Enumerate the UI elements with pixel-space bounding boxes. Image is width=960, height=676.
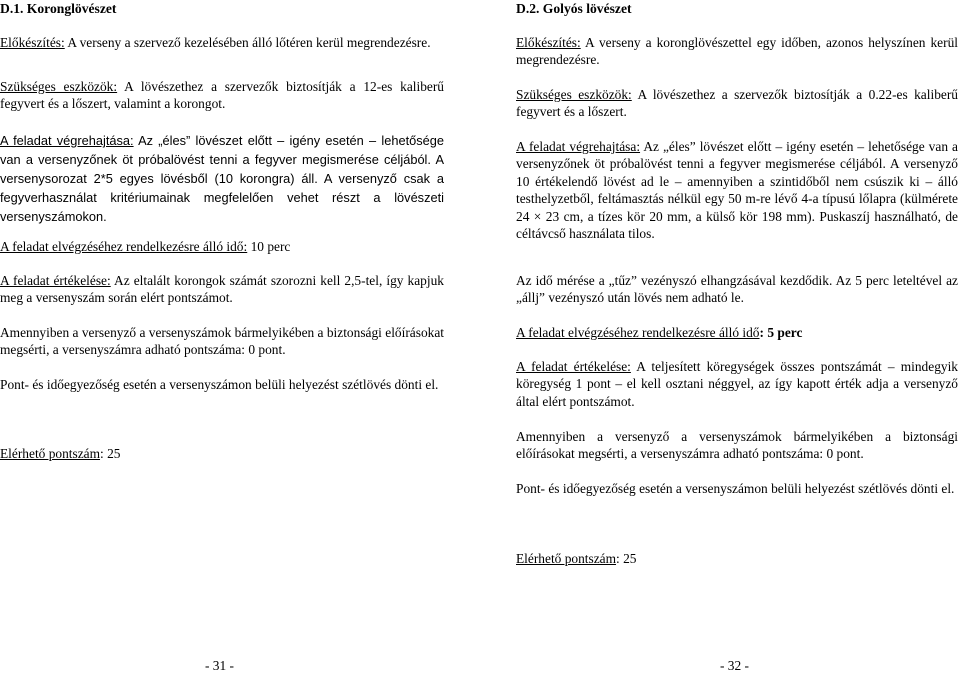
safety-paragraph: Amennyiben a versenyző a versenyszámok bármelyikében a biztonsági előírásokat megsérti, a versenyszámra adható pontszáma: 0 pont. — [0, 325, 444, 358]
time-value: : 5 perc — [759, 325, 803, 340]
tools-label: Szükséges eszközök: — [0, 79, 118, 94]
score-paragraph — [516, 550, 958, 567]
eval-text: Az eltalált korongok számát szorozni kell 2,5-tel, így kapjuk meg a versenyszám során elért pontszámot. — [0, 273, 444, 306]
exec-paragraph — [0, 131, 444, 226]
prep-paragraph — [516, 34, 958, 69]
time-label: A feladat elvégzéséhez rendelkezésre álló idő: — [0, 239, 248, 254]
exec-paragraph — [516, 138, 958, 242]
tools-paragraph — [0, 78, 444, 113]
exec-label: A feladat végrehajtása: — [516, 139, 641, 154]
tie-paragraph: Pont- és időegyezőség esetén a versenyszámon belüli helyezést szétlövés dönti el. — [0, 377, 439, 392]
eval-label: A feladat értékelése: — [516, 359, 631, 374]
prep-text: A verseny a koronglövészettel egy időben, azonos helyszínen kerül megrendezésre. — [516, 35, 958, 68]
prep-label: Előkészítés: — [516, 35, 581, 50]
score-value: : 25 — [616, 551, 637, 566]
eval-paragraph — [0, 272, 444, 307]
time-paragraph — [0, 238, 444, 255]
time-paragraph — [516, 324, 958, 341]
tools-label: Szükséges eszközök: — [516, 87, 632, 102]
prep-text: A verseny a szervező kezelésében álló lőtéren kerül megrendezésre. — [64, 35, 431, 50]
tools-paragraph — [516, 86, 958, 121]
prep-label: Előkészítés: — [0, 35, 65, 50]
section-title: D.1. Koronglövészet — [0, 1, 117, 16]
score-label: Elérhető pontszám — [0, 446, 101, 461]
prep-paragraph — [0, 34, 444, 51]
exec-label: A feladat végrehajtása: — [0, 133, 134, 148]
eval-text: A teljesített köregységek összes pontszámát – mindegyik köregység 1 pont – el kell osztani néggyel, az így kapott érték adja a versenyző által elért pontszámot. — [516, 359, 958, 409]
exec-text: Az „éles” lövészet előtt – igény esetén – lehetősége van a versenyzőnek öt próbalövést tenni a fegyver megismerése céljából. A versenyző 10 értékelendő lövést ad le – amennyiben a szintidőből nem csúszik ki – álló testhelyzetből, feltámasztás nélkül egy 50 m-re lévő 4-a típusú lőlapra (külmérete 24 × 23 cm, a tízes kör 20 mm, a külső kör 198 mm). Puskaszíj használható, de céltávcső használata tilos. — [516, 139, 958, 242]
eval-paragraph — [516, 358, 958, 410]
time-value: 10 perc — [247, 239, 291, 254]
tools-text: A lövészethez a szervezők biztosítják a 12-es kaliberű fegyvert és a lőszert, valamint a korongot. — [0, 79, 444, 112]
score-paragraph — [0, 445, 444, 462]
time-label: A feladat elvégzéséhez rendelkezésre álló idő — [516, 325, 760, 340]
page-number: - 31 - — [205, 658, 235, 673]
section-title: D.2. Golyós lövészet — [516, 1, 632, 16]
tools-text: A lövészethez a szervezők biztosítják a 0.22-es kaliberű fegyvert és a lőszert. — [516, 87, 958, 120]
exec-text: Az „éles” lövészet előtt – igény esetén – lehetősége van a versenyzőnek öt próbalövést tenni a fegyver megismerése céljából. A versenysorozat 2*5 egyes lövésből (10 korongra) áll. A versenyző csak a fegyverhasználat kritériumainak megfelelően vehet részt a lövészeti versenyszámokon. — [0, 133, 444, 224]
eval-label: A feladat értékelése: — [0, 273, 111, 288]
safety-paragraph: Amennyiben a versenyző a versenyszámok bármelyikében a biztonsági előírásokat megsérti, a versenyszámra adható pontszáma: 0 pont. — [516, 429, 958, 462]
timing-paragraph: Az idő mérése a „tűz” vezényszó elhangzásával kezdődik. Az 5 perc leteltével az „állj” vezényszó után lövés nem adható le. — [516, 273, 958, 306]
score-label: Elérhető pontszám — [516, 551, 617, 566]
score-value: : 25 — [100, 446, 121, 461]
page-number: - 32 - — [720, 658, 750, 673]
tie-paragraph: Pont- és időegyezőség esetén a versenyszámon belüli helyezést szétlövés dönti el. — [516, 481, 955, 496]
